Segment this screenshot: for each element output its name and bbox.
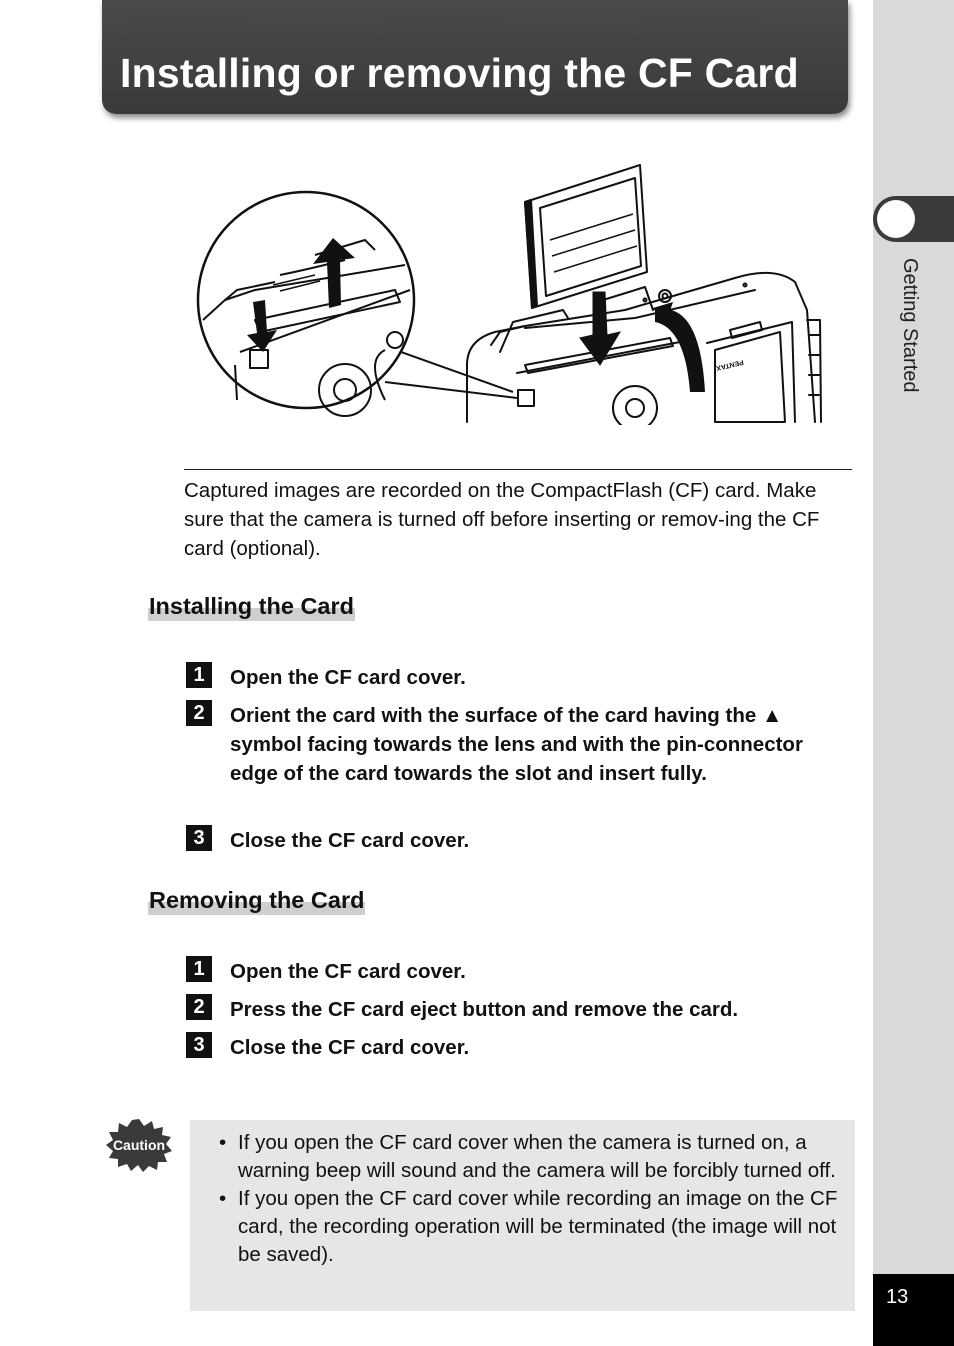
intro-paragraph: Captured images are recorded on the CompactFlash (CF) card. Make sure that the camera is turned off before inserting or remov-ing the CF card (optional).	[184, 479, 820, 560]
camera-cf-card-illustration	[195, 160, 830, 425]
title-bar	[102, 0, 848, 114]
install-step-2-text: Orient the card with the surface of the card having the ▲ symbol facing towards the lens and with the pin-connector edge of the card towards the slot and insert fully.	[230, 704, 803, 785]
page-title: Installing or removing the CF Card	[120, 50, 799, 96]
chapter-label: Getting Started	[899, 258, 921, 393]
caution-item: • If you open the CF card cover when the camera is turned on, a warning beep will sound and the camera will be forcibly turned off.	[216, 1129, 841, 1185]
remove-step-2-text: Press the CF card eject button and remove the card.	[230, 998, 739, 1021]
install-step-2-number: 2	[186, 700, 212, 726]
cf-card-cover	[500, 310, 568, 352]
removing-heading: Removing the Card	[149, 887, 365, 913]
camera-body	[467, 273, 815, 422]
caution-item: • If you open the CF card cover while recording an image on the CF card, the recording operation will be terminated (the image will not be saved).	[216, 1185, 841, 1269]
install-step-3-text: Close the CF card cover.	[230, 829, 470, 852]
remove-step-3-number: 3	[186, 1032, 212, 1058]
caution-badge-icon	[106, 1118, 172, 1172]
install-step-1-number: 1	[186, 662, 212, 688]
caution-list	[216, 1129, 841, 1269]
remove-step-1-number: 1	[186, 956, 212, 982]
eject-button-small	[518, 390, 534, 406]
remove-step-2-number: 2	[186, 994, 212, 1020]
chapter-tab-circle-icon	[877, 200, 915, 238]
page-number-box	[873, 1274, 954, 1346]
install-step-3-number: 3	[186, 825, 212, 851]
control-dial	[613, 386, 657, 425]
close-cover-arrow-icon	[655, 309, 705, 392]
remove-step-3-text: Close the CF card cover.	[230, 1036, 470, 1059]
remove-step-1-text: Open the CF card cover.	[230, 960, 466, 983]
caution-box	[190, 1120, 855, 1311]
install-step-1-text: Open the CF card cover.	[230, 666, 466, 689]
caution-badge-label: Caution	[112, 1137, 166, 1153]
cf-card	[525, 165, 647, 308]
lcd-screen	[715, 332, 785, 422]
brand-label: PENTAX	[715, 358, 745, 372]
installing-heading: Installing the Card	[149, 593, 354, 619]
divider-rule	[184, 469, 852, 470]
page-number: 13	[886, 1286, 909, 1308]
